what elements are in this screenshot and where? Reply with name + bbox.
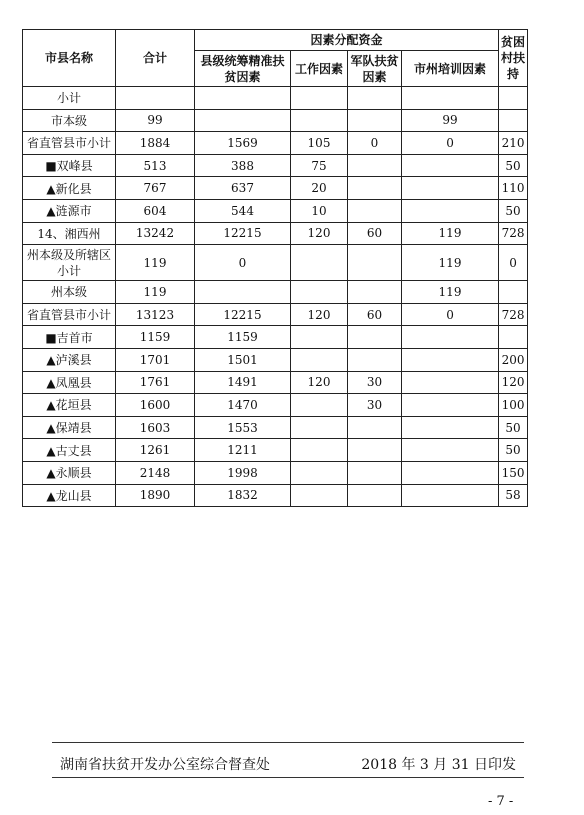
value-cell [348, 154, 402, 177]
value-cell: 120 [291, 371, 348, 394]
value-cell: 210 [499, 132, 528, 155]
value-cell: 105 [291, 132, 348, 155]
header-factor-group: 因素分配资金 [195, 30, 499, 51]
table-row [23, 154, 528, 177]
table-row [23, 109, 528, 132]
table-row [23, 371, 528, 394]
region-cell: 市本级 [23, 109, 116, 132]
value-cell: 513 [116, 154, 195, 177]
value-cell [348, 281, 402, 304]
table-row [23, 439, 528, 462]
value-cell: 10 [291, 199, 348, 222]
value-cell [348, 326, 402, 349]
region-cell: ▲涟源市 [23, 199, 116, 222]
value-cell [499, 109, 528, 132]
region-cell: ▲泸溪县 [23, 348, 116, 371]
value-cell: 13242 [116, 222, 195, 245]
header-village-support: 贫困村扶持 [499, 30, 528, 87]
value-cell [402, 439, 499, 462]
value-cell: 1159 [116, 326, 195, 349]
value-cell [402, 394, 499, 417]
value-cell: 50 [499, 154, 528, 177]
value-cell: 1701 [116, 348, 195, 371]
table-row [23, 416, 528, 439]
value-cell [402, 484, 499, 507]
value-cell: 1470 [195, 394, 291, 417]
value-cell: 100 [499, 394, 528, 417]
value-cell [402, 326, 499, 349]
region-cell: 州本级及所辖区小计 [23, 245, 116, 281]
value-cell: 1998 [195, 461, 291, 484]
value-cell [291, 87, 348, 110]
header-army-factor: 军队扶贫因素 [348, 51, 402, 87]
table-body [23, 87, 528, 507]
value-cell [195, 87, 291, 110]
table-row [23, 281, 528, 304]
value-cell: 0 [499, 245, 528, 281]
value-cell [499, 326, 528, 349]
value-cell: 60 [348, 222, 402, 245]
value-cell [348, 177, 402, 200]
header-training-factor: 市州培训因素 [402, 51, 499, 87]
table-row [23, 222, 528, 245]
value-cell [402, 348, 499, 371]
value-cell [402, 371, 499, 394]
value-cell: 110 [499, 177, 528, 200]
value-cell [348, 461, 402, 484]
region-cell: 省直管县市小计 [23, 303, 116, 326]
value-cell: 119 [402, 281, 499, 304]
region-cell: 小计 [23, 87, 116, 110]
value-cell: 1553 [195, 416, 291, 439]
value-cell [291, 326, 348, 349]
region-cell: ■双峰县 [23, 154, 116, 177]
region-cell: ▲保靖县 [23, 416, 116, 439]
header-work-factor: 工作因素 [291, 51, 348, 87]
value-cell: 728 [499, 303, 528, 326]
table-row [23, 87, 528, 110]
region-cell: ▲龙山县 [23, 484, 116, 507]
region-cell: ▲花垣县 [23, 394, 116, 417]
value-cell: 50 [499, 439, 528, 462]
value-cell: 1603 [116, 416, 195, 439]
value-cell: 120 [291, 303, 348, 326]
table-row [23, 326, 528, 349]
table-row [23, 132, 528, 155]
value-cell: 13123 [116, 303, 195, 326]
value-cell [402, 154, 499, 177]
table-row [23, 303, 528, 326]
value-cell [348, 109, 402, 132]
value-cell: 767 [116, 177, 195, 200]
value-cell: 728 [499, 222, 528, 245]
value-cell [291, 281, 348, 304]
value-cell [348, 348, 402, 371]
value-cell [348, 439, 402, 462]
value-cell [291, 484, 348, 507]
value-cell [291, 439, 348, 462]
region-cell: ▲凤凰县 [23, 371, 116, 394]
table-row [23, 394, 528, 417]
value-cell: 604 [116, 199, 195, 222]
value-cell [348, 199, 402, 222]
value-cell: 119 [116, 281, 195, 304]
value-cell: 75 [291, 154, 348, 177]
table-row [23, 177, 528, 200]
value-cell: 0 [348, 132, 402, 155]
value-cell: 0 [402, 132, 499, 155]
value-cell [195, 281, 291, 304]
value-cell: 1491 [195, 371, 291, 394]
value-cell [402, 416, 499, 439]
footer [60, 754, 516, 774]
value-cell [348, 245, 402, 281]
value-cell: 30 [348, 371, 402, 394]
region-cell: 州本级 [23, 281, 116, 304]
value-cell: 1261 [116, 439, 195, 462]
value-cell: 50 [499, 199, 528, 222]
header-total: 合计 [116, 30, 195, 87]
footer-office: 湖南省扶贫开发办公室综合督查处 [60, 757, 270, 773]
region-cell: 14、湘西州 [23, 222, 116, 245]
value-cell: 120 [499, 371, 528, 394]
value-cell: 99 [116, 109, 195, 132]
value-cell [499, 87, 528, 110]
value-cell [291, 348, 348, 371]
region-cell: ▲古丈县 [23, 439, 116, 462]
value-cell [291, 109, 348, 132]
value-cell: 544 [195, 199, 291, 222]
region-cell: ■吉首市 [23, 326, 116, 349]
value-cell [195, 109, 291, 132]
value-cell: 1569 [195, 132, 291, 155]
value-cell [402, 87, 499, 110]
value-cell: 1159 [195, 326, 291, 349]
value-cell: 0 [195, 245, 291, 281]
value-cell: 1600 [116, 394, 195, 417]
value-cell: 0 [402, 303, 499, 326]
footer-top-rule [52, 742, 524, 743]
value-cell: 200 [499, 348, 528, 371]
region-cell: ▲新化县 [23, 177, 116, 200]
value-cell: 99 [402, 109, 499, 132]
value-cell: 2148 [116, 461, 195, 484]
value-cell: 119 [402, 222, 499, 245]
table-row [23, 461, 528, 484]
value-cell: 12215 [195, 222, 291, 245]
page-number: - 7 - [488, 794, 514, 809]
header-region: 市县名称 [23, 30, 116, 87]
table-row [23, 348, 528, 371]
table-row [23, 245, 528, 281]
value-cell: 1884 [116, 132, 195, 155]
value-cell: 388 [195, 154, 291, 177]
value-cell: 120 [291, 222, 348, 245]
value-cell: 119 [402, 245, 499, 281]
value-cell [291, 394, 348, 417]
value-cell: 20 [291, 177, 348, 200]
value-cell [291, 461, 348, 484]
value-cell [402, 199, 499, 222]
value-cell [291, 245, 348, 281]
value-cell [291, 416, 348, 439]
header-county-fund: 县级统筹精准扶贫因素 [195, 51, 291, 87]
value-cell: 30 [348, 394, 402, 417]
value-cell: 60 [348, 303, 402, 326]
value-cell [348, 87, 402, 110]
table-row [23, 199, 528, 222]
value-cell [348, 416, 402, 439]
value-cell: 58 [499, 484, 528, 507]
value-cell [116, 87, 195, 110]
value-cell: 1890 [116, 484, 195, 507]
footer-bottom-rule [52, 777, 524, 778]
table-row [23, 484, 528, 507]
value-cell [348, 484, 402, 507]
value-cell: 12215 [195, 303, 291, 326]
region-cell: 省直管县市小计 [23, 132, 116, 155]
value-cell: 119 [116, 245, 195, 281]
value-cell: 50 [499, 416, 528, 439]
value-cell: 1761 [116, 371, 195, 394]
value-cell: 1501 [195, 348, 291, 371]
value-cell: 150 [499, 461, 528, 484]
value-cell: 637 [195, 177, 291, 200]
value-cell [499, 281, 528, 304]
region-cell: ▲永顺县 [23, 461, 116, 484]
allocation-table [22, 29, 528, 507]
value-cell [402, 177, 499, 200]
value-cell: 1832 [195, 484, 291, 507]
value-cell: 1211 [195, 439, 291, 462]
footer-date: 2018 年 3 月 31 日印发 [361, 757, 516, 773]
value-cell [402, 461, 499, 484]
